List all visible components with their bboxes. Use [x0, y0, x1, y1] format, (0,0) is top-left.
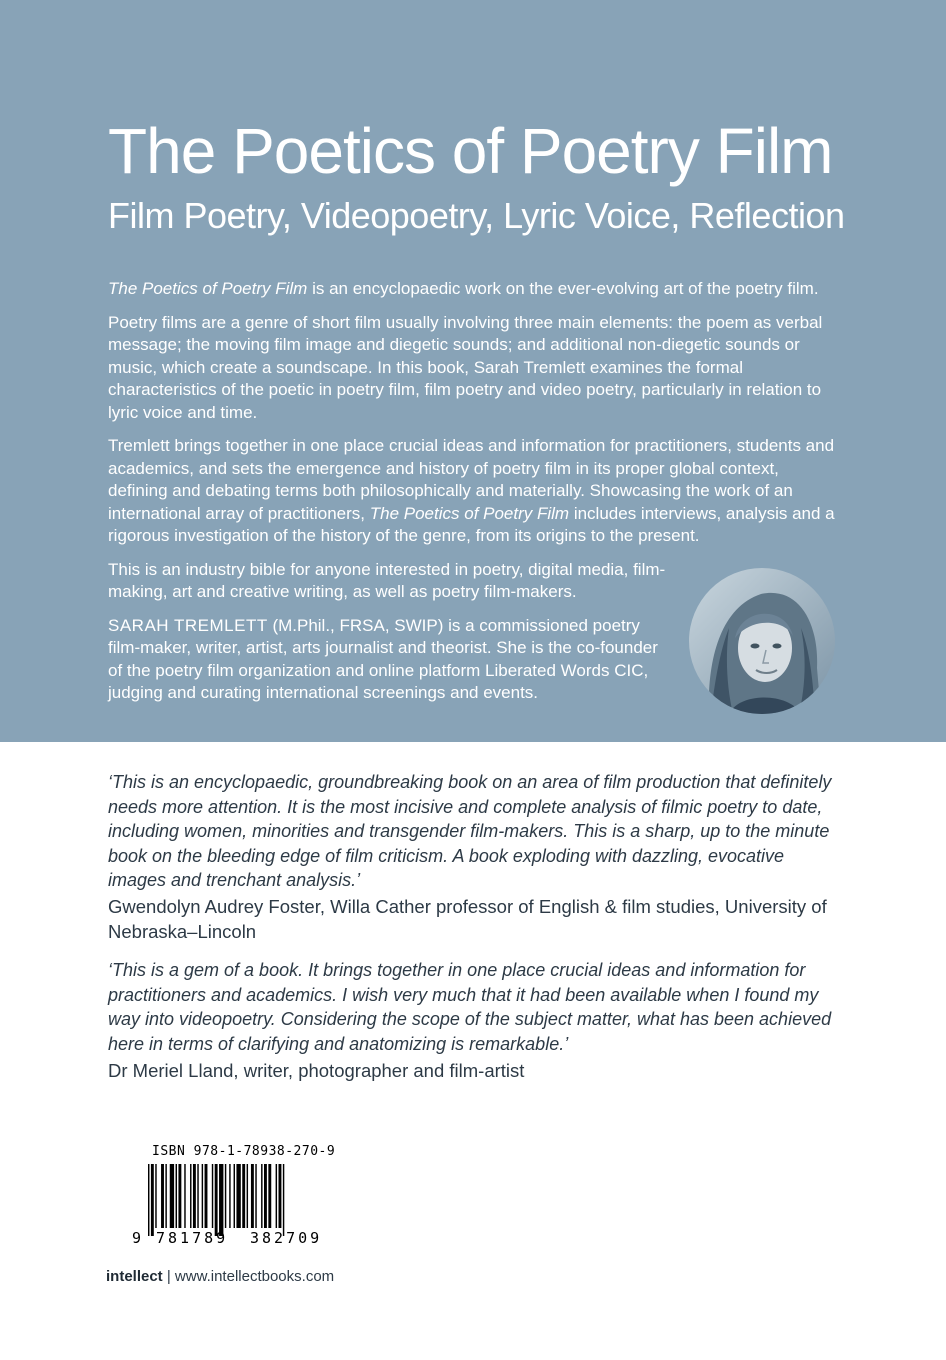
barcode-bar [215, 1164, 218, 1236]
barcode-bar [236, 1164, 240, 1228]
barcode-bar [264, 1164, 267, 1228]
barcode-bar [170, 1164, 174, 1228]
review-attribution: Gwendolyn Audrey Foster, Willa Cather professor of English & film studies, University of Nebraska–Lincoln [108, 895, 827, 942]
blurb-intro-text: is an encyclopaedic work on the ever-evolving art of the poetry film. [307, 279, 819, 298]
book-title: The Poetics of Poetry Film [108, 115, 833, 187]
barcode-bar [279, 1164, 282, 1228]
barcode-digits-right: 382709 [250, 1229, 323, 1246]
barcode-bar [234, 1164, 235, 1228]
footer-separator: | [162, 1268, 175, 1285]
barcode-bar [193, 1164, 196, 1228]
barcode-bar [176, 1164, 177, 1228]
barcode-bar [219, 1164, 223, 1236]
publisher-url[interactable]: www.intellectbooks.com [174, 1268, 335, 1285]
barcode-bar [202, 1164, 203, 1228]
blurb-context-title: The Poetics of Poetry Film [369, 503, 570, 523]
barcode-bar [205, 1164, 208, 1228]
barcode-bar [251, 1164, 254, 1228]
barcode-bar [190, 1164, 191, 1228]
barcode-icon [130, 1164, 345, 1246]
barcode-bar [155, 1164, 156, 1228]
barcode-bar [212, 1164, 213, 1228]
author-name: SARAH TREMLETT [108, 615, 268, 635]
review-quote: ‘This is a gem of a book. It brings together in one place crucial ideas and information for practitioners and academics. I wish very much that it had been available when I found my way into videopoetry. Considering the scope of the subject matter, what has been achieved here in terms of clarifying and anatomizing is remarkable.’ [108, 960, 832, 1054]
barcode-bar [276, 1164, 277, 1228]
reviews-section [108, 770, 843, 1083]
barcode-bar [261, 1164, 262, 1228]
barcode-bar [197, 1164, 198, 1228]
blurb-intro [108, 278, 843, 301]
review-attribution: Dr Meriel Lland, writer, photographer and film-artist [108, 1059, 525, 1081]
barcode-bar [268, 1164, 271, 1228]
blurb-description: Poetry films are a genre of short film usually involving three main elements: the poem as verbal message; the moving film image and diegetic sounds; and additional non-diegetic sounds or music, which create a soundscape. In this book, Sarah Tremlett examines the formal characteristics of the poetic in poetry film, film poetry and video poetry, particularly in relation to lyric voice and time. [108, 312, 823, 422]
publisher-name: intellect [106, 1268, 163, 1285]
barcode-bars [148, 1164, 284, 1236]
publisher-footer [106, 1268, 334, 1285]
barcode-bar [161, 1164, 164, 1228]
author-bio-text: (M.Phil., FRSA, SWIP) is a commissioned poetry film-maker, writer, artist, arts journalist and theorist. She is the co-founder of the poetry film organization and online platform Liberated Words CIC, judging and curating international screenings and events. [108, 615, 658, 702]
book-subtitle: Film Poetry, Videopoetry, Lyric Voice, Reflection [108, 195, 845, 236]
blurb-audience: This is an industry bible for anyone interested in poetry, digital media, film-making, art and creative writing, as well as poetry film-makers. [108, 559, 666, 601]
barcode-bar [229, 1164, 230, 1228]
barcode-bar [247, 1164, 248, 1228]
barcode-bar [165, 1164, 166, 1228]
barcode-bar [283, 1164, 284, 1236]
barcode-bar [255, 1164, 256, 1228]
barcode-bar [151, 1164, 154, 1236]
barcode-bar [242, 1164, 245, 1228]
blurb-intro-title: The Poetics of Poetry Film [108, 279, 308, 298]
isbn-label: ISBN 978-1-78938-270-9 [152, 1144, 336, 1159]
barcode-bar [148, 1164, 149, 1236]
barcode-digits-left: 781789 [156, 1229, 229, 1246]
author-portrait [689, 568, 835, 714]
blurb-context: Tremlett brings together in one place crucial ideas and information for practitioners, students and academics, and sets the emergence and history of poetry film in its proper global context, defining and debating terms both philosophically and materially. Showcasing the work of an international array of practitioners, The Poetics of Poetry Film includes interviews, analysis and a rigorous investigation of the history of the genre, from its origins to the present. [108, 436, 835, 545]
barcode-digit-lead: 9 [132, 1229, 142, 1246]
review-quote: ‘This is an encyclopaedic, groundbreaking book on an area of film production that definitely needs more attention. It is the most incisive and complete analysis of filmic poetry to date, including women, minorities and transgender film-makers. This is a sharp, up to the minute book on the bleeding edge of film criticism. A book exploding with dazzling, evocative images and trenchant analysis.’ [108, 772, 832, 891]
author-portrait-icon [689, 568, 835, 714]
barcode-bar [178, 1164, 181, 1228]
barcode-bar [184, 1164, 185, 1228]
author-bio [108, 615, 668, 705]
barcode-bar [225, 1164, 226, 1228]
